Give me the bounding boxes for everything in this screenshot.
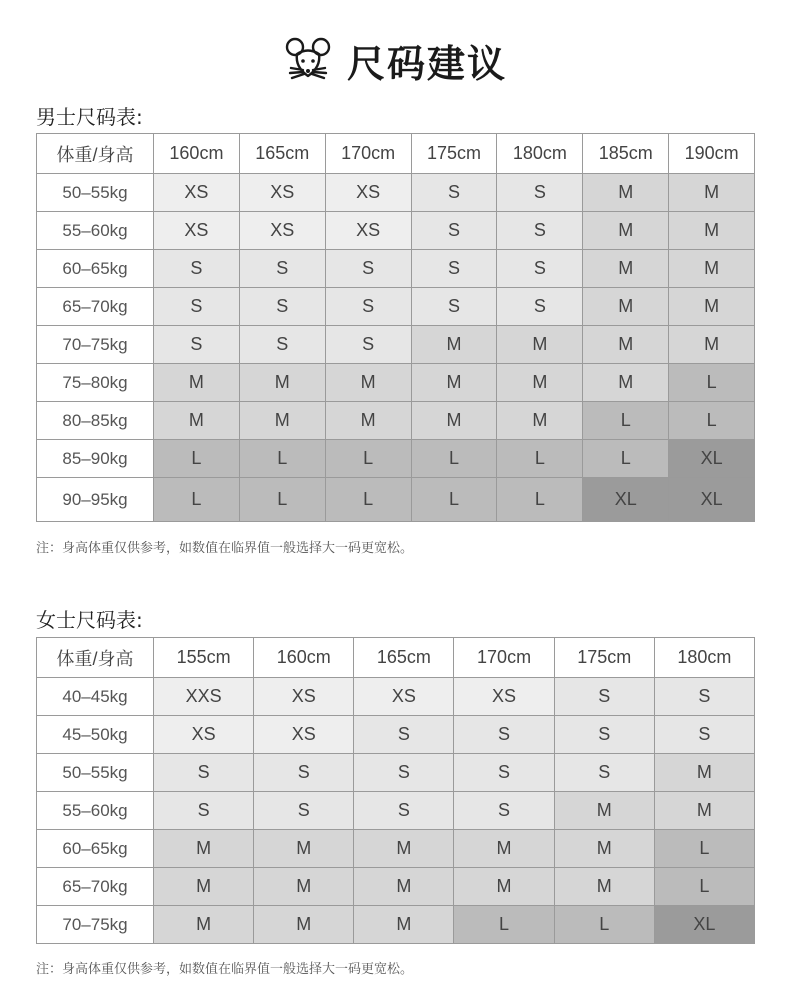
size-cell: S: [411, 174, 497, 212]
table-row: [37, 868, 755, 906]
weight-label: 65–70kg: [37, 868, 154, 906]
size-cell: M: [325, 364, 411, 402]
table-row: [37, 440, 755, 478]
size-cell: S: [154, 250, 240, 288]
size-cell: XS: [239, 212, 325, 250]
size-cell: L: [583, 402, 669, 440]
size-cell: L: [654, 830, 754, 868]
weight-label: 40–45kg: [37, 678, 154, 716]
size-cell: M: [583, 174, 669, 212]
height-header: 185cm: [583, 134, 669, 174]
size-cell: S: [154, 792, 254, 830]
size-cell: M: [669, 174, 755, 212]
size-cell: S: [239, 250, 325, 288]
height-header: 170cm: [454, 638, 554, 678]
size-cell: M: [254, 906, 354, 944]
size-cell: M: [497, 402, 583, 440]
size-cell: L: [239, 440, 325, 478]
size-cell: S: [154, 288, 240, 326]
size-cell: L: [554, 906, 654, 944]
size-cell: M: [583, 212, 669, 250]
table-row: [37, 754, 755, 792]
size-cell: M: [583, 250, 669, 288]
size-cell: L: [497, 478, 583, 522]
size-cell: S: [354, 792, 454, 830]
size-cell: S: [497, 212, 583, 250]
size-cell: M: [654, 792, 754, 830]
size-cell: S: [554, 716, 654, 754]
size-cell: S: [554, 678, 654, 716]
size-cell: XS: [325, 174, 411, 212]
size-cell: S: [497, 174, 583, 212]
size-cell: S: [325, 326, 411, 364]
size-cell: XS: [239, 174, 325, 212]
size-cell: S: [411, 250, 497, 288]
size-cell: XL: [583, 478, 669, 522]
height-header: 160cm: [154, 134, 240, 174]
height-header: 175cm: [554, 638, 654, 678]
size-cell: M: [654, 754, 754, 792]
size-cell: L: [583, 440, 669, 478]
size-cell: L: [325, 478, 411, 522]
size-cell: S: [325, 288, 411, 326]
size-cell: S: [654, 678, 754, 716]
size-cell: M: [354, 868, 454, 906]
size-cell: S: [454, 754, 554, 792]
table-row: [37, 402, 755, 440]
size-cell: M: [669, 326, 755, 364]
weight-label: 60–65kg: [37, 830, 154, 868]
size-cell: S: [354, 754, 454, 792]
size-cell: M: [454, 868, 554, 906]
size-cell: XXS: [154, 678, 254, 716]
size-cell: L: [411, 440, 497, 478]
size-cell: M: [411, 364, 497, 402]
size-cell: L: [154, 440, 240, 478]
size-cell: XS: [154, 212, 240, 250]
weight-label: 65–70kg: [37, 288, 154, 326]
size-cell: S: [454, 716, 554, 754]
size-cell: M: [354, 830, 454, 868]
women-header-row: [37, 638, 755, 678]
size-cell: XS: [254, 678, 354, 716]
size-cell: M: [454, 830, 554, 868]
size-cell: M: [239, 364, 325, 402]
height-header: 160cm: [254, 638, 354, 678]
size-cell: M: [497, 364, 583, 402]
size-cell: L: [669, 402, 755, 440]
size-cell: S: [254, 754, 354, 792]
size-cell: S: [325, 250, 411, 288]
size-cell: S: [654, 716, 754, 754]
size-cell: M: [411, 326, 497, 364]
table-row: [37, 792, 755, 830]
height-header: 155cm: [154, 638, 254, 678]
size-cell: M: [154, 364, 240, 402]
page-header: [0, 30, 790, 90]
weight-label: 50–55kg: [37, 754, 154, 792]
women-size-table: [36, 637, 755, 944]
size-cell: L: [154, 478, 240, 522]
height-header: 165cm: [354, 638, 454, 678]
height-header: 190cm: [669, 134, 755, 174]
weight-label: 70–75kg: [37, 326, 154, 364]
size-cell: M: [154, 868, 254, 906]
size-cell: S: [454, 792, 554, 830]
women-note: 注：身高体重仅供参考，如数值在临界值一般选择大一码更宽松。: [36, 962, 414, 977]
table-row: [37, 906, 755, 944]
men-header-row: [37, 134, 755, 174]
height-header: 175cm: [411, 134, 497, 174]
size-cell: S: [411, 212, 497, 250]
size-cell: M: [583, 364, 669, 402]
men-table-title: 男士尺码表:: [36, 105, 143, 129]
size-cell: M: [669, 288, 755, 326]
weight-label: 50–55kg: [37, 174, 154, 212]
weight-label: 60–65kg: [37, 250, 154, 288]
size-cell: XS: [325, 212, 411, 250]
table-row: [37, 326, 755, 364]
table-row: [37, 174, 755, 212]
weight-label: 80–85kg: [37, 402, 154, 440]
size-cell: XS: [154, 716, 254, 754]
table-row: [37, 288, 755, 326]
size-cell: M: [254, 830, 354, 868]
size-cell: S: [254, 792, 354, 830]
size-cell: L: [497, 440, 583, 478]
size-cell: S: [239, 288, 325, 326]
weight-label: 45–50kg: [37, 716, 154, 754]
size-cell: M: [583, 326, 669, 364]
size-cell: L: [669, 364, 755, 402]
size-cell: L: [454, 906, 554, 944]
women-table-title: 女士尺码表:: [36, 608, 143, 632]
size-cell: M: [154, 830, 254, 868]
corner-header: 体重/身高: [37, 638, 154, 678]
size-cell: S: [497, 250, 583, 288]
height-header: 170cm: [325, 134, 411, 174]
size-cell: M: [669, 250, 755, 288]
table-row: [37, 716, 755, 754]
table-row: [37, 364, 755, 402]
size-cell: M: [554, 868, 654, 906]
height-header: 180cm: [654, 638, 754, 678]
weight-label: 55–60kg: [37, 792, 154, 830]
size-cell: S: [154, 754, 254, 792]
size-cell: M: [497, 326, 583, 364]
size-cell: XL: [669, 478, 755, 522]
size-cell: S: [154, 326, 240, 364]
size-cell: S: [497, 288, 583, 326]
size-cell: XS: [354, 678, 454, 716]
size-cell: S: [411, 288, 497, 326]
size-cell: M: [254, 868, 354, 906]
corner-header: 体重/身高: [37, 134, 154, 174]
size-cell: S: [239, 326, 325, 364]
height-header: 165cm: [239, 134, 325, 174]
size-cell: M: [239, 402, 325, 440]
table-row: [37, 478, 755, 522]
table-row: [37, 830, 755, 868]
size-cell: S: [554, 754, 654, 792]
weight-label: 55–60kg: [37, 212, 154, 250]
men-size-table: [36, 133, 755, 522]
weight-label: 75–80kg: [37, 364, 154, 402]
table-row: [37, 678, 755, 716]
size-cell: M: [154, 906, 254, 944]
weight-label: 90–95kg: [37, 478, 154, 522]
size-cell: XL: [669, 440, 755, 478]
size-cell: XS: [154, 174, 240, 212]
weight-label: 85–90kg: [37, 440, 154, 478]
size-cell: M: [583, 288, 669, 326]
size-cell: XL: [654, 906, 754, 944]
size-cell: XS: [454, 678, 554, 716]
size-cell: M: [325, 402, 411, 440]
size-cell: L: [411, 478, 497, 522]
size-cell: M: [411, 402, 497, 440]
size-cell: XS: [254, 716, 354, 754]
height-header: 180cm: [497, 134, 583, 174]
page-title: 尺码建议: [346, 41, 507, 86]
size-cell: M: [554, 830, 654, 868]
mouse-icon: [283, 35, 333, 85]
size-cell: L: [239, 478, 325, 522]
size-cell: M: [154, 402, 240, 440]
size-cell: M: [354, 906, 454, 944]
table-row: [37, 250, 755, 288]
size-cell: L: [654, 868, 754, 906]
men-note: 注：身高体重仅供参考，如数值在临界值一般选择大一码更宽松。: [36, 541, 414, 556]
size-cell: M: [554, 792, 654, 830]
size-cell: L: [325, 440, 411, 478]
size-cell: S: [354, 716, 454, 754]
table-row: [37, 212, 755, 250]
weight-label: 70–75kg: [37, 906, 154, 944]
size-cell: M: [669, 212, 755, 250]
